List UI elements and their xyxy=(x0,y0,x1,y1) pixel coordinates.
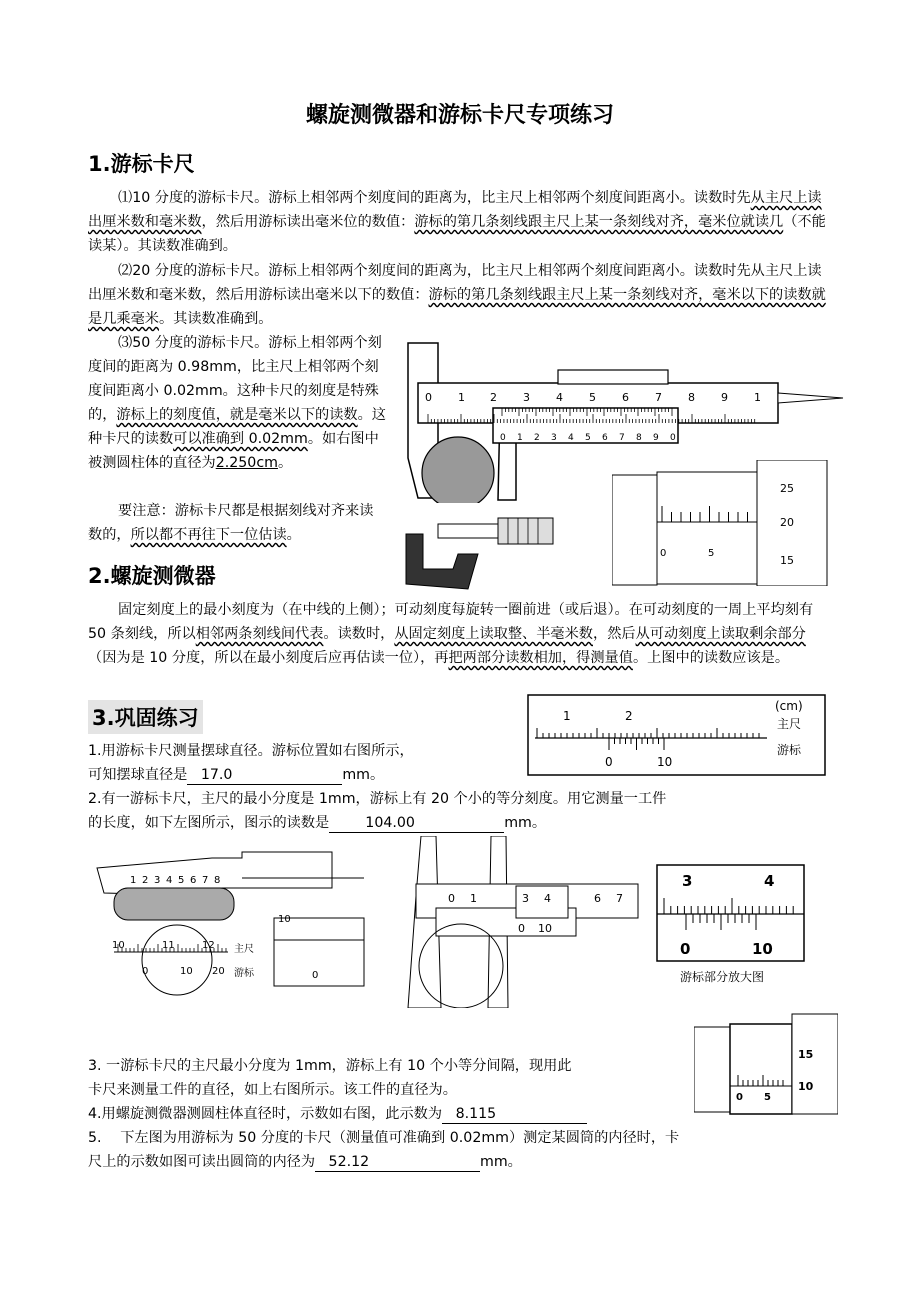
mid-main-tick: 7 xyxy=(616,892,623,905)
left-main-tick: 4 xyxy=(166,875,173,886)
left-vern-label: 游标 xyxy=(234,968,254,979)
left-inset-tick: 10 xyxy=(278,914,291,925)
cal-vern-tick-label: 0 xyxy=(670,433,676,443)
mid-main-tick: 4 xyxy=(544,892,551,905)
cal-vern-tick-label: 9 xyxy=(653,433,659,443)
cal-vern-tick-label: 2 xyxy=(534,433,540,443)
pend-vern-tick-label: 0 xyxy=(605,755,613,769)
q4-answer: 8.115 xyxy=(455,1106,497,1122)
right-figure-caption: 游标部分放大图 xyxy=(680,970,765,984)
question-1: 1.用游标卡尺测量摆球直径。游标位置如右图所示， 可知摆球直径是 17.0 mm。 xyxy=(88,743,414,783)
cal-vern-tick-label: 1 xyxy=(517,433,523,443)
micro2-tick-label: 15 xyxy=(798,1048,814,1061)
section-3-heading: 3.巩固练习 xyxy=(88,700,203,734)
micro-scale-label: 20 xyxy=(780,516,794,529)
micro2-sleeve-label: 5 xyxy=(764,1092,771,1103)
micrometer-zoom xyxy=(612,460,837,586)
cal-main-tick-label: 6 xyxy=(622,391,629,404)
micro-scale-label: 15 xyxy=(780,554,794,567)
q2-answer: 104.00 xyxy=(365,815,415,831)
left-zoom-vern-tick: 0 xyxy=(142,966,149,977)
question-3: 3. 一游标卡尺的主尺最小分度为 1mm，游标上有 10 个小等分间隔，现用此 卡尺来测量工件的直径，如上右图所示。该工件的直径为。 xyxy=(88,1058,572,1098)
left-main-tick: 2 xyxy=(142,875,149,886)
micrometer-drawing xyxy=(398,514,568,594)
right-vern-tick-label: 10 xyxy=(752,940,773,958)
left-zoom-main-tick: 11 xyxy=(162,940,175,951)
pend-main-tick-label: 2 xyxy=(625,709,633,723)
cal-vern-tick-label: 0 xyxy=(500,433,506,443)
cal-main-tick-label: 1 xyxy=(458,391,465,404)
cal-main-tick-label: 9 xyxy=(721,391,728,404)
s1-paragraph-2: ⑵20 分度的游标卡尺。游标上相邻两个刻度间的距离为，比主尺上相邻两个刻度间距离小。读数时先从主尺上读出厘米数和毫米数，然后用游标读出毫米以下的数值：游标的第几条刻线跟主尺上某一条刻线对齐，毫米以下的读数就是几乘毫米。其读数准确到。 xyxy=(88,263,826,327)
left-caliper-figure xyxy=(92,848,372,998)
left-main-tick: 8 xyxy=(214,875,221,886)
cal-vern-tick-label: 5 xyxy=(585,433,591,443)
s1-paragraph-1: ⑴10 分度的游标卡尺。游标上相邻两个刻度间的距离为，比主尺上相邻两个刻度间距离小。读数时先从主尺上读出厘米数和毫米数，然后用游标读出毫米位的数值：游标的第几条刻线跟主尺上某一条刻线对齐，毫米位就读几（不能读某）。其读数准确到。 xyxy=(88,190,826,254)
page-title: 螺旋测微器和游标卡尺专项练习 xyxy=(305,102,614,128)
mid-main-tick: 0 xyxy=(448,892,455,905)
middle-caliper-figure xyxy=(396,836,640,1008)
micro-sleeve-label: 5 xyxy=(708,548,715,559)
question-4: 4.用螺旋测微器测圆柱体直径时，示数如右图，此示数为 8.115 xyxy=(88,1102,708,1126)
pend-main-tick-label: 1 xyxy=(563,709,571,723)
question-5: 5. 下左图为用游标为 50 分度的卡尺（测量值可准确到 0.02mm）测定某圆筒的内径时，卡 尺上的示数如图可读出圆筒的内径为 52.12 mm。 xyxy=(88,1130,680,1170)
left-zoom-vern-tick: 10 xyxy=(180,966,193,977)
micro2-tick-label: 10 xyxy=(798,1080,814,1093)
pendulum-vernier-figure xyxy=(527,694,827,776)
left-zoom-main-tick: 10 xyxy=(112,940,125,951)
pend-vern-label: 游标 xyxy=(777,743,802,757)
section-1-heading: 1.游标卡尺 xyxy=(88,152,195,176)
pend-main-label: 主尺 xyxy=(777,717,802,731)
left-main-tick: 5 xyxy=(178,875,185,886)
micro-scale-label: 25 xyxy=(780,482,794,495)
left-zoom-vern-tick: 20 xyxy=(212,966,225,977)
right-vernier-figure xyxy=(656,864,806,986)
cal-vern-tick-label: 3 xyxy=(551,433,557,443)
question-2: 2.有一游标卡尺，主尺的最小分度是 1mm，游标上有 20 个小的等分刻度。用它测量一工件 的长度，如下左图所示，图示的读数是 104.00 mm。 xyxy=(88,791,667,831)
cal-vern-tick-label: 4 xyxy=(568,433,574,443)
left-inset-tick: 0 xyxy=(312,970,319,981)
cal-main-tick-label: 0 xyxy=(425,391,432,404)
pend-unit: (cm) xyxy=(775,699,803,713)
q5-answer: 52.12 xyxy=(328,1154,370,1170)
left-main-tick: 1 xyxy=(130,875,137,886)
q1-answer: 17.0 xyxy=(200,767,233,783)
micrometer-figure-2 xyxy=(694,1012,838,1117)
cal-main-tick-label: 3 xyxy=(523,391,530,404)
cal-main-tick-label: 2 xyxy=(490,391,497,404)
cal-vern-tick-label: 7 xyxy=(619,433,625,443)
mid-main-tick: 3 xyxy=(522,892,529,905)
s1-paragraph-3: ⑶50 分度的游标卡尺。游标上相邻两个刻度间的距离为 0.98mm，比主尺上相邻两个刻度间距离小 0.02mm。这种卡尺的刻度是特殊的，游标上的刻度值，就是毫米以下的读数。这种卡尺的读数可以准确到 0.02mm。如右图中被测圆柱体的直径为2.250cm。 xyxy=(88,335,386,471)
mid-vern-tick: 10 xyxy=(538,922,552,935)
cal-main-tick-label: 5 xyxy=(589,391,596,404)
right-vern-tick-label: 0 xyxy=(680,940,691,958)
s1-note: 要注意：游标卡尺都是根据刻线对齐来读数的，所以都不再往下一位估读。 xyxy=(88,503,374,543)
left-main-tick: 6 xyxy=(190,875,197,886)
pend-vern-tick-label: 10 xyxy=(657,755,673,769)
mid-main-tick: 1 xyxy=(470,892,477,905)
cal-vern-tick-label: 6 xyxy=(602,433,608,443)
left-main-tick: 7 xyxy=(202,875,209,886)
mid-main-tick: 6 xyxy=(594,892,601,905)
section-2-heading: 2.螺旋测微器 xyxy=(88,564,216,588)
cal-vern-tick-label: 8 xyxy=(636,433,642,443)
cal-main-tick-label: 8 xyxy=(688,391,695,404)
right-main-tick-label: 3 xyxy=(682,872,693,890)
left-zoom-main-tick: 12 xyxy=(202,940,215,951)
micro-sleeve-label: 0 xyxy=(660,548,667,559)
cal-main-tick-label: 7 xyxy=(655,391,662,404)
micro2-sleeve-label: 0 xyxy=(736,1092,743,1103)
s2-paragraph: 固定刻度上的最小刻度为（在中线的上侧）；可动刻度每旋转一圈前进（或后退）。在可动刻度的一周上平均刻有 50 条刻线，所以相邻两条刻线间代表。读数时，从固定刻度上读取整、半毫米数，然后从可动刻度上读取剩余部分（因为是 10 分度，所以在最小刻度后应再估读一位），再把两部分读数相加，得测量值。上图中的读数应该是。 xyxy=(88,602,814,666)
mid-vern-tick: 0 xyxy=(518,922,525,935)
right-main-tick-label: 4 xyxy=(764,872,775,890)
cal-main-tick-label: 4 xyxy=(556,391,563,404)
left-main-tick: 3 xyxy=(154,875,161,886)
left-main-label: 主尺 xyxy=(234,944,254,955)
cal-main-tick-label: 1 xyxy=(754,391,761,404)
